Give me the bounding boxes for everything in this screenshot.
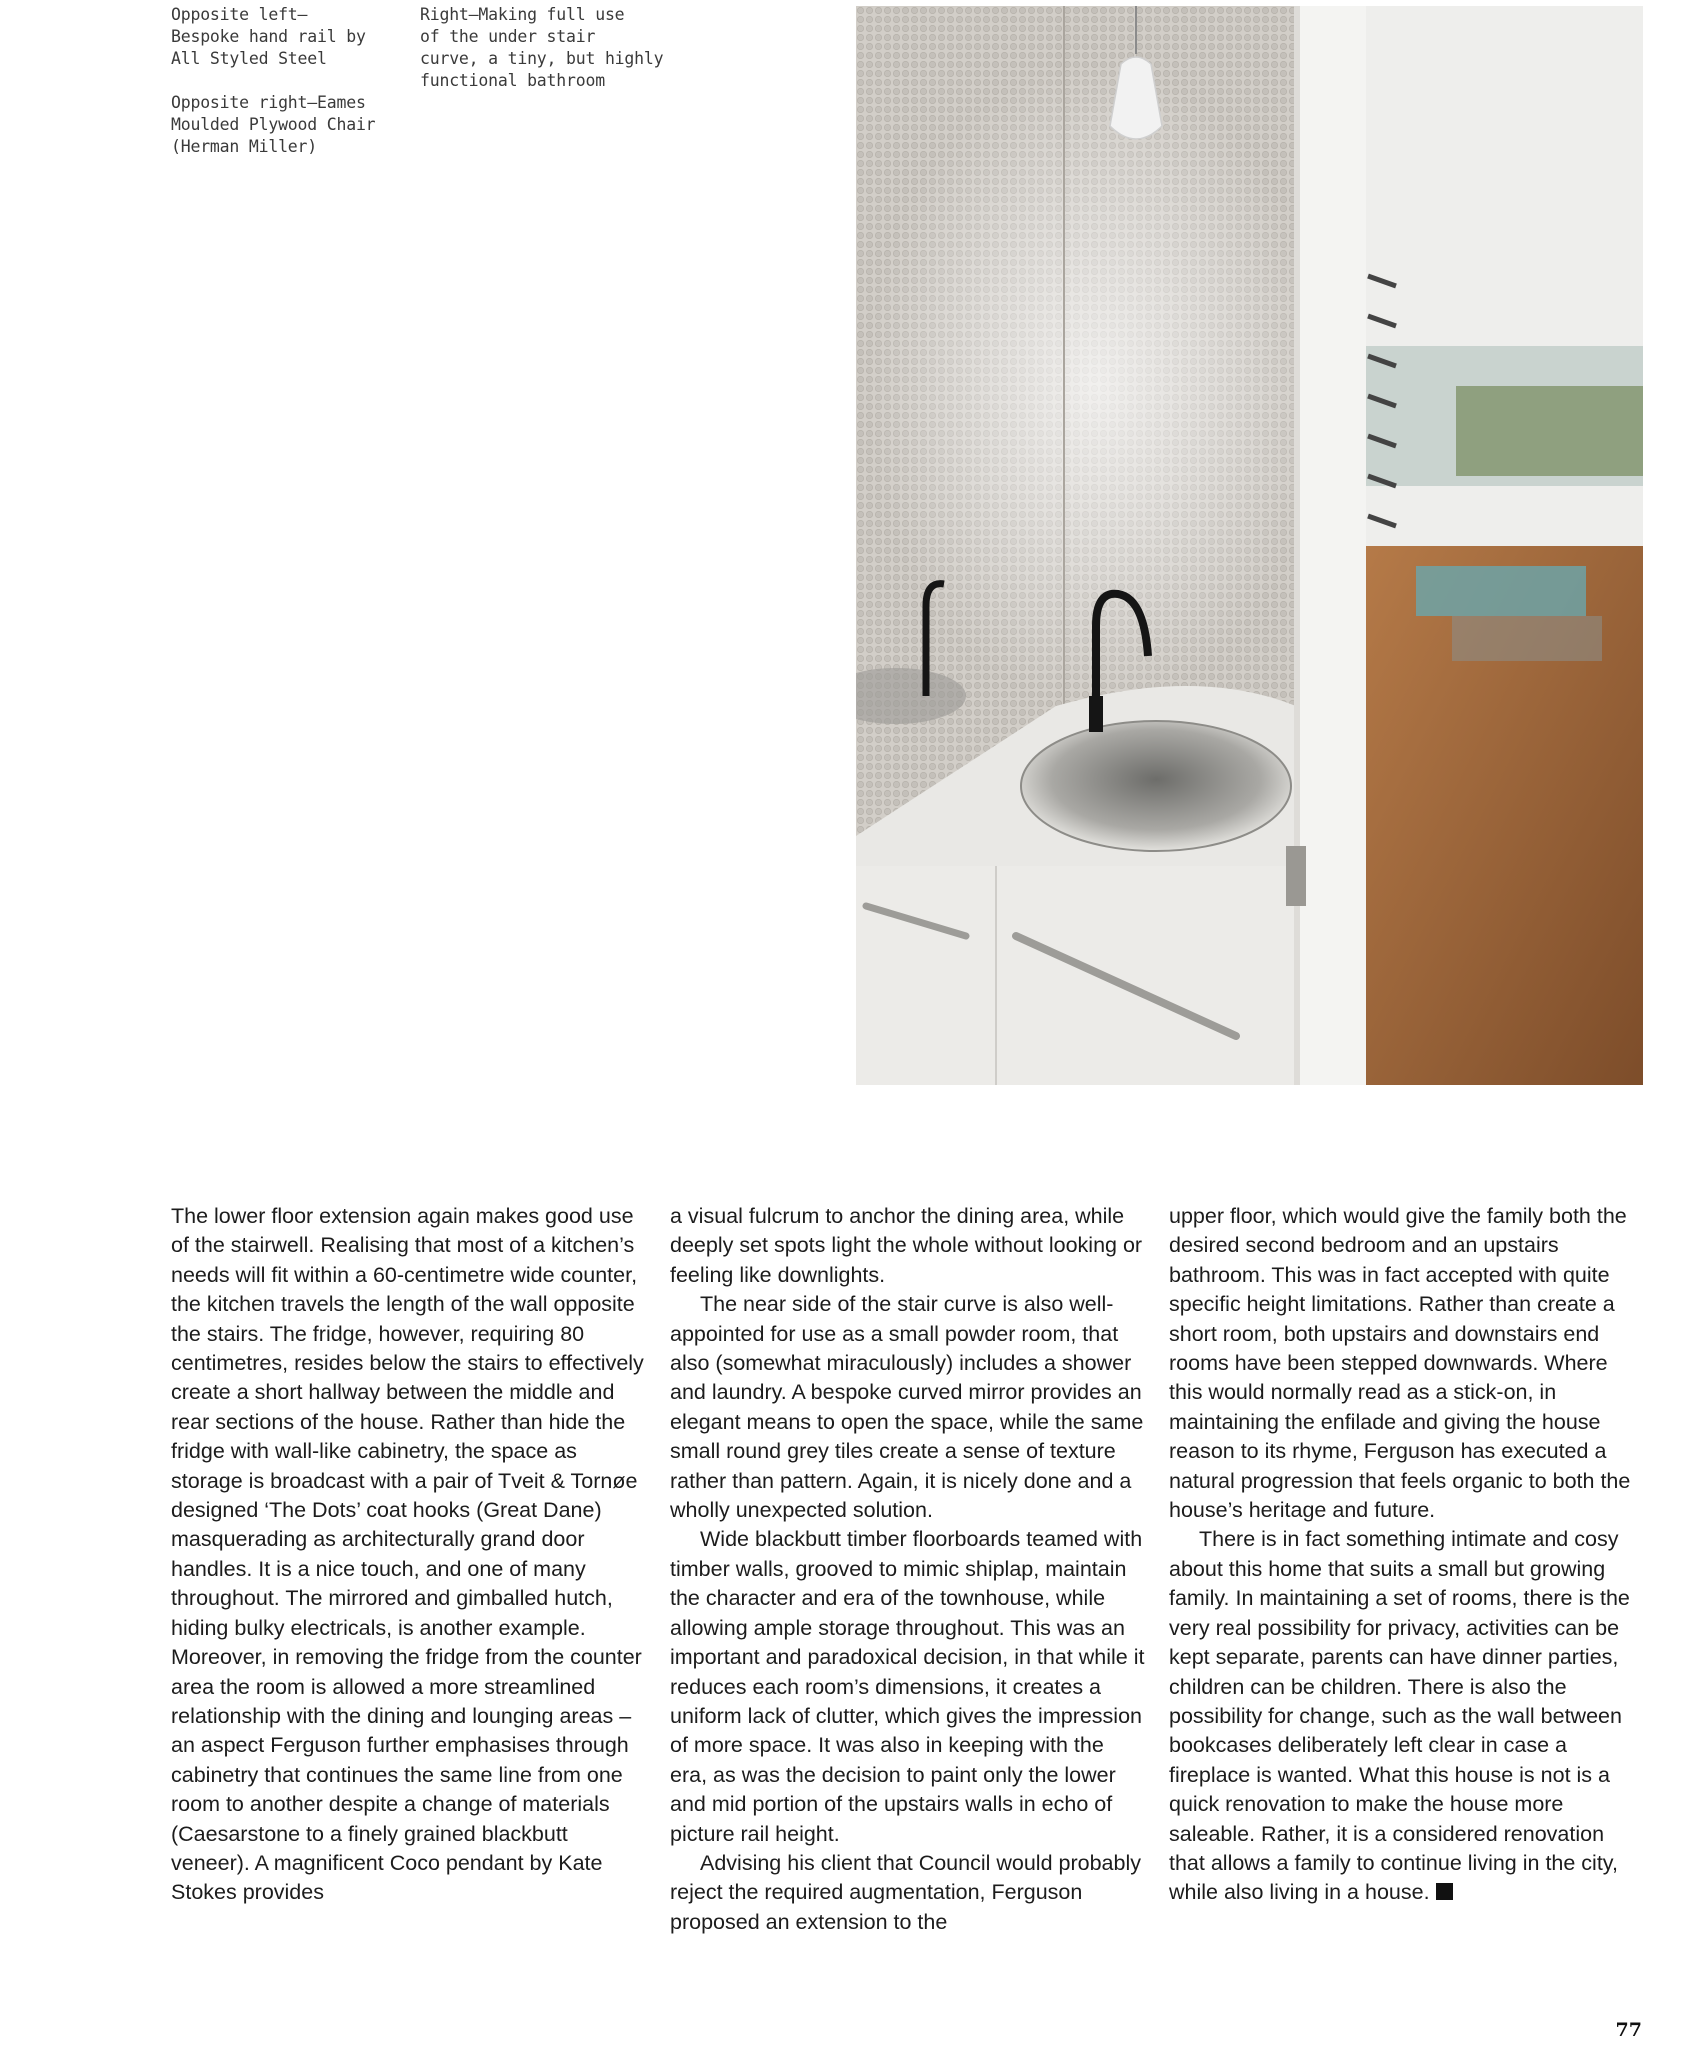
- paragraph-final-text: There is in fact something intimate and cosy about this home that suits a small but growing family. In maintaining a set of rooms, there is the very real possibility for privacy, activities can be kept separate, parents can have dinner parties, children can be children. There is also the possibility for change, such as the wall between bookcases deliberately left clear in case a fireplace is wanted. What this house is not is a quick renovation to make the house more saleable. Rather, it is a considered renovation that allows a family to continue living in the city, while also living in a house.: [1169, 1527, 1630, 1905]
- article-column-2: [670, 1202, 1145, 1937]
- paragraph: Wide blackbutt timber floorboards teamed with timber walls, grooved to mimic shiplap, maintain the character and era of the townhouse, while allowing ample storage throughout. This was an important and paradoxical decision, in that while it reduces each room’s dimensions, it creates a uniform lack of clutter, which gives the impression of more space. It was also in keeping with the era, as was the decision to paint only the lower and mid portion of the upstairs walls in echo of picture rail height.: [670, 1527, 1145, 1846]
- caption-opposite-left: Opposite left— Bespoke hand rail by All Styled Steel: [171, 5, 366, 68]
- caption-opposite-right: Opposite right—Eames Moulded Plywood Chair (Herman Miller): [171, 93, 376, 156]
- caption-right-column: [420, 4, 670, 92]
- page-number: 77: [1615, 2019, 1642, 2041]
- article-column-3: [1169, 1202, 1644, 1908]
- paragraph-final: [1169, 1525, 1644, 1907]
- caption-right: Right—Making full use of the under stair curve, a tiny, but highly functional bathroom: [420, 5, 664, 90]
- end-mark-icon: [1436, 1883, 1453, 1900]
- paragraph: The near side of the stair curve is also well-appointed for use as a small powder room, that also (somewhat miraculously) includes a shower and laundry. A bespoke curved mirror provides an elegant means to open the space, while the same small round grey tiles create a sense of texture rather than pattern. Again, it is nicely done and a wholly unexpected solution.: [670, 1292, 1144, 1523]
- caption-left-column: [171, 4, 411, 158]
- paragraph: Advising his client that Council would probably reject the required augmentation, Ferguson proposed an extension to the: [670, 1850, 1141, 1934]
- bathroom-photo: [856, 6, 1643, 1085]
- article-column-1: [171, 1202, 646, 1908]
- paragraph: upper floor, which would give the family both the desired second bedroom and an upstairs bathroom. This was in fact accepted with quite specific height limitations. Rather than create a short room, both upstairs and downstairs end rooms have been stepped downwards. Where this would normally read as a stick-on, in maintaining the enfilade and giving the house reason to its rhyme, Ferguson has executed a natural progression that feels organic to both the house’s heritage and future.: [1169, 1204, 1631, 1523]
- paragraph: The lower floor extension again makes good use of the stairwell. Realising that most of a kitchen’s needs will fit within a 60-centimetre wide counter, the kitchen travels the length of the wall opposite the stairs. The fridge, however, requiring 80 centimetres, resides below the stairs to effectively create a short hallway between the middle and rear sections of the house. Rather than hide the fridge with wall-like cabinetry, the space as storage is broadcast with a pair of Tveit & Tornøe designed ‘The Dots’ coat hooks (Great Dane) masquerading as architecturally grand door handles. It is a nice touch, and one of many throughout. The mirrored and gimballed hutch, hiding bulky electricals, is another example. Moreover, in removing the fridge from the counter area the room is allowed a more streamlined relationship with the dining and lounging areas – an aspect Ferguson further emphasises through cabinetry that continues the same line from one room to another despite a change of materials (Caesarstone to a finely grained blackbutt veneer). A magnificent Coco pendant by Kate Stokes provides: [171, 1204, 644, 1905]
- paragraph: a visual fulcrum to anchor the dining area, while deeply set spots light the whole without looking or feeling like downlights.: [670, 1204, 1143, 1287]
- bathroom-illustration: [856, 6, 1643, 1085]
